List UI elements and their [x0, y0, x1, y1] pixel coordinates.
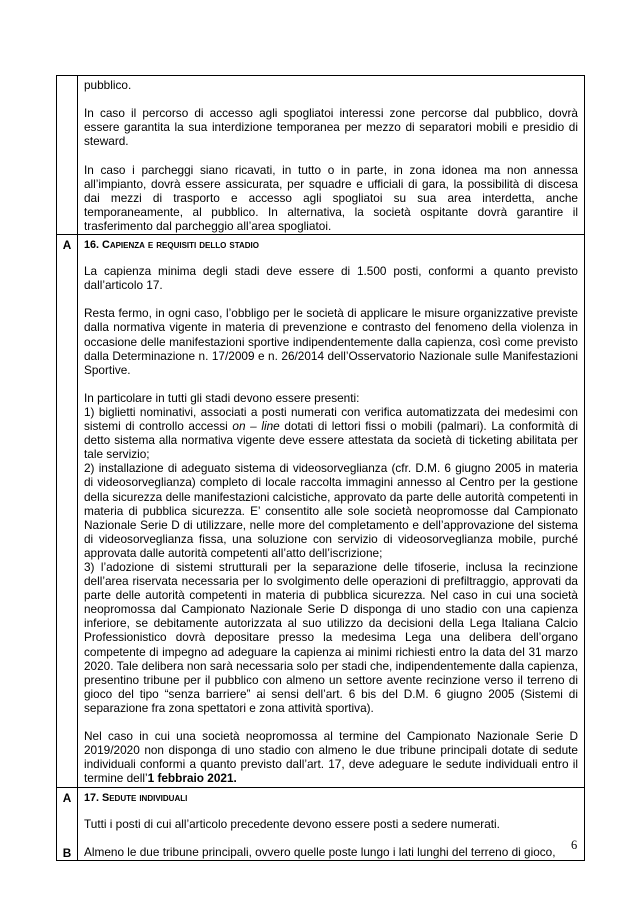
paragraph: pubblico. [84, 78, 132, 92]
list-block [84, 391, 578, 715]
row-flag-cell [57, 235, 78, 861]
list-intro: In particolare in tutti gli stadi devono essere presenti: [84, 390, 360, 405]
paragraph: Nel caso in cui una società neopromossa al termine del Campionato Nazionale Serie D 2019/2020 non disponga di uno stadio con almeno le due tribune principali dotate di sedute individuali conformi a quanto previsto dall’art. 17, deve adeguare le sedute individuali entro il termine dell’1 febbraio 2021. [84, 729, 578, 786]
section-heading [78, 235, 584, 252]
row-flag: A [62, 238, 72, 253]
paragraph: Tutti i posti di cui all’articolo precedente devono essere posti a sedere numerati. [84, 816, 500, 831]
row-flag-b: B [62, 846, 72, 861]
page-number: 6 [571, 838, 578, 852]
paragraph: La capienza minima degli stadi deve essere di 1.500 posti, conformi a quanto previsto dall’articolo 17. [84, 264, 578, 293]
section-title: Capienza e requisiti dello stadio [102, 239, 260, 252]
table-row [57, 76, 585, 235]
section-heading [78, 788, 584, 805]
paragraph: Almeno le due tribune principali, ovvero quelle poste lungo i lati lunghi del terreno di gioco, [84, 844, 556, 859]
row-flag: A [62, 790, 72, 805]
regulation-table [56, 75, 585, 861]
row-content [78, 787, 585, 860]
section-title: Sedute individuali [102, 791, 188, 804]
row-flag [57, 76, 78, 235]
section-number: 17. [84, 791, 100, 804]
paragraph: Resta fermo, in ogni caso, l’obbligo per le società di applicare le misure organizzative previste dalla normativa vigente in materia di prevenzione e contrasto del fenomeno della violenza in occasione delle manifestazioni sportive indipendentemente dalla capienza, così come previsto dalla Determinazione n. 17/2009 e n. 26/2014 dell’Osservatorio Nazionale sulle Manifestazioni Sportive. [84, 306, 578, 377]
section-number: 16. [84, 239, 100, 252]
list-item: 1) biglietti nominativi, associati a posti numerati con verifica automatizzata dei medesimi con sistemi di controllo accessi on – line dotati di lettori fissi o mobili (palmari). La conformità di detto sistema alla normativa vigente deve essere attestata da società di ticketing abilitata per tale servizio; [84, 404, 578, 462]
list-item: 3) l’adozione di sistemi strutturali per la separazione delle tifoserie, inclusa la recinzione dell’area riservata necessaria per lo svolgimento delle operazioni di prefiltraggio, approvati da parte delle autorità competenti in materia di pubblica sicurezza. Nel caso in cui una società neopromossa dal Campionato Nazionale Serie D disponga di uno stadio con una capienza inferiore, se debitamente autorizzata al suo utilizzo da decisioni della Lega Italiana Calcio Professionistico dovrà depositare presso la medesima Lega una delibera dell’organo competente di impegno ad adeguare la capienza ai minimi richiesti entro la data del 31 marzo 2020. Tale delibera non sarà necessaria solo per stadi che, indipendentemente dalla capienza, presentino tribune per il pubblico con almeno un settore avente recinzione verso il terreno di gioco del tipo “senza barriere” ai sensi dell’art. 6 bis del D.M. 6 giugno 2005 (Sistemi di separazione fra zona spettatori e zona attività sportiva). [84, 560, 578, 715]
list-item: 2) installazione di adeguato sistema di videosorveglianza (cfr. D.M. 6 giugno 2005 in materia di videosorveglianza) completo di locale raccolta immagini annesso al Centro per la gestione della sicurezza delle manifestazioni calcistiche, approvato da parte delle autorità competenti in materia di pubblica sicurezza. E’ consentito alle sole società neopromosse dal Campionato Nazionale Serie D di utilizzare, nelle more del completamento e dell’approvazione del sistema di videosorveglianza fissa, una soluzione con servizio di videosorveglianza mobile, purché approvata dalle autorità competenti all’atto dell’iscrizione; [84, 461, 578, 560]
table-row [57, 235, 585, 787]
row-flag-cell [57, 787, 78, 860]
row-content [78, 235, 585, 787]
table-row [57, 787, 585, 860]
row-content [78, 76, 585, 235]
paragraph: In caso i parcheggi siano ricavati, in tutto o in parte, in zona idonea ma non annessa all’impianto, dovrà essere assicurata, per squadre e ufficiali di gara, la possibilità di discesa dai mezzi di trasporto e accesso agli spogliatoi su sua area interdetta, anche temporaneamente, al pubblico. In alternativa, la società ospitante dovrà garantire il trasferimento dal parcheggio all’area spogliatoi. [84, 162, 578, 233]
paragraph: In caso il percorso di accesso agli spogliatoi interessi zone percorse dal pubblico, dovrà essere garantita la sua interdizione temporanea per mezzo di separatori mobili e presidio di steward. [84, 106, 578, 149]
